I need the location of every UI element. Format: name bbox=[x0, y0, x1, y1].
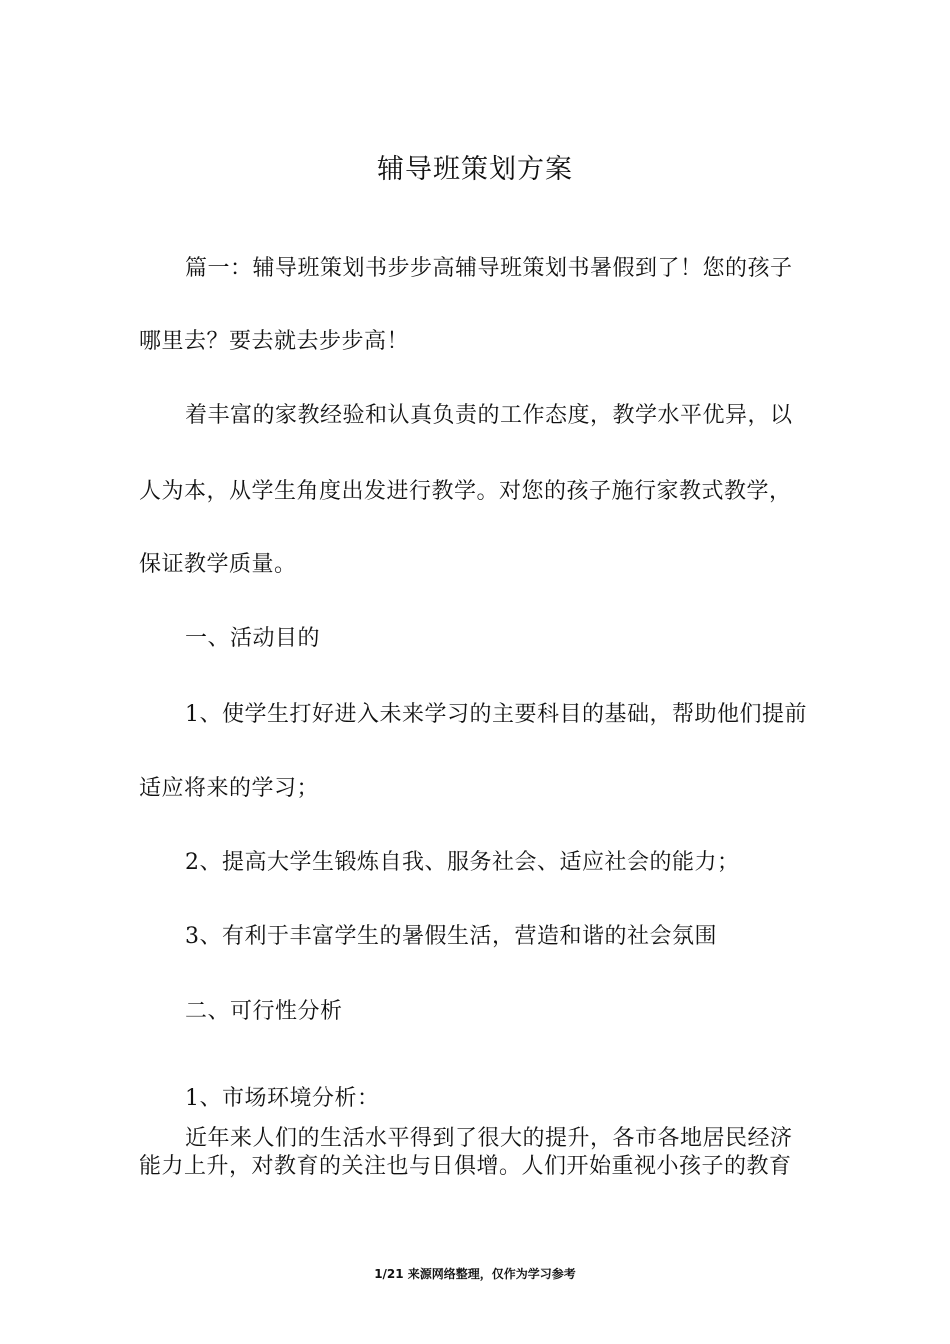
subsection-heading: 1、市场环境分析： bbox=[185, 1086, 380, 1111]
paragraph-line: 篇一：辅导班策划书步步高辅导班策划书暑假到了！您的孩子 bbox=[185, 256, 793, 281]
list-item-continuation: 适应将来的学习； bbox=[139, 776, 320, 801]
paragraph-line: 保证教学质量。 bbox=[139, 552, 297, 577]
paragraph-line: 近年来人们的生活水平得到了很大的提升，各市各地居民经济 bbox=[185, 1126, 793, 1151]
list-item: 3、有利于丰富学生的暑假生活，营造和谐的社会氛围 bbox=[185, 924, 717, 949]
document-title: 辅导班策划方案 bbox=[377, 154, 573, 185]
page-footer: 1/21 来源网络整理，仅作为学习参考 bbox=[374, 1267, 576, 1281]
list-item: 1、使学生打好进入未来学习的主要科目的基础，帮助他们提前 bbox=[185, 702, 807, 727]
section-heading: 一、活动目的 bbox=[185, 626, 321, 651]
paragraph-line: 能力上升，对教育的关注也与日俱增。人们开始重视小孩子的教育 bbox=[139, 1154, 792, 1179]
paragraph-line: 着丰富的家教经验和认真负责的工作态度，教学水平优异，以 bbox=[185, 403, 793, 428]
paragraph-line: 哪里去？要去就去步步高！ bbox=[139, 329, 410, 354]
section-heading: 二、可行性分析 bbox=[185, 999, 343, 1024]
paragraph-line: 人为本，从学生角度出发进行教学。对您的孩子施行家教式教学， bbox=[139, 479, 792, 504]
list-item: 2、提高大学生锻炼自我、服务社会、适应社会的能力； bbox=[185, 850, 740, 875]
